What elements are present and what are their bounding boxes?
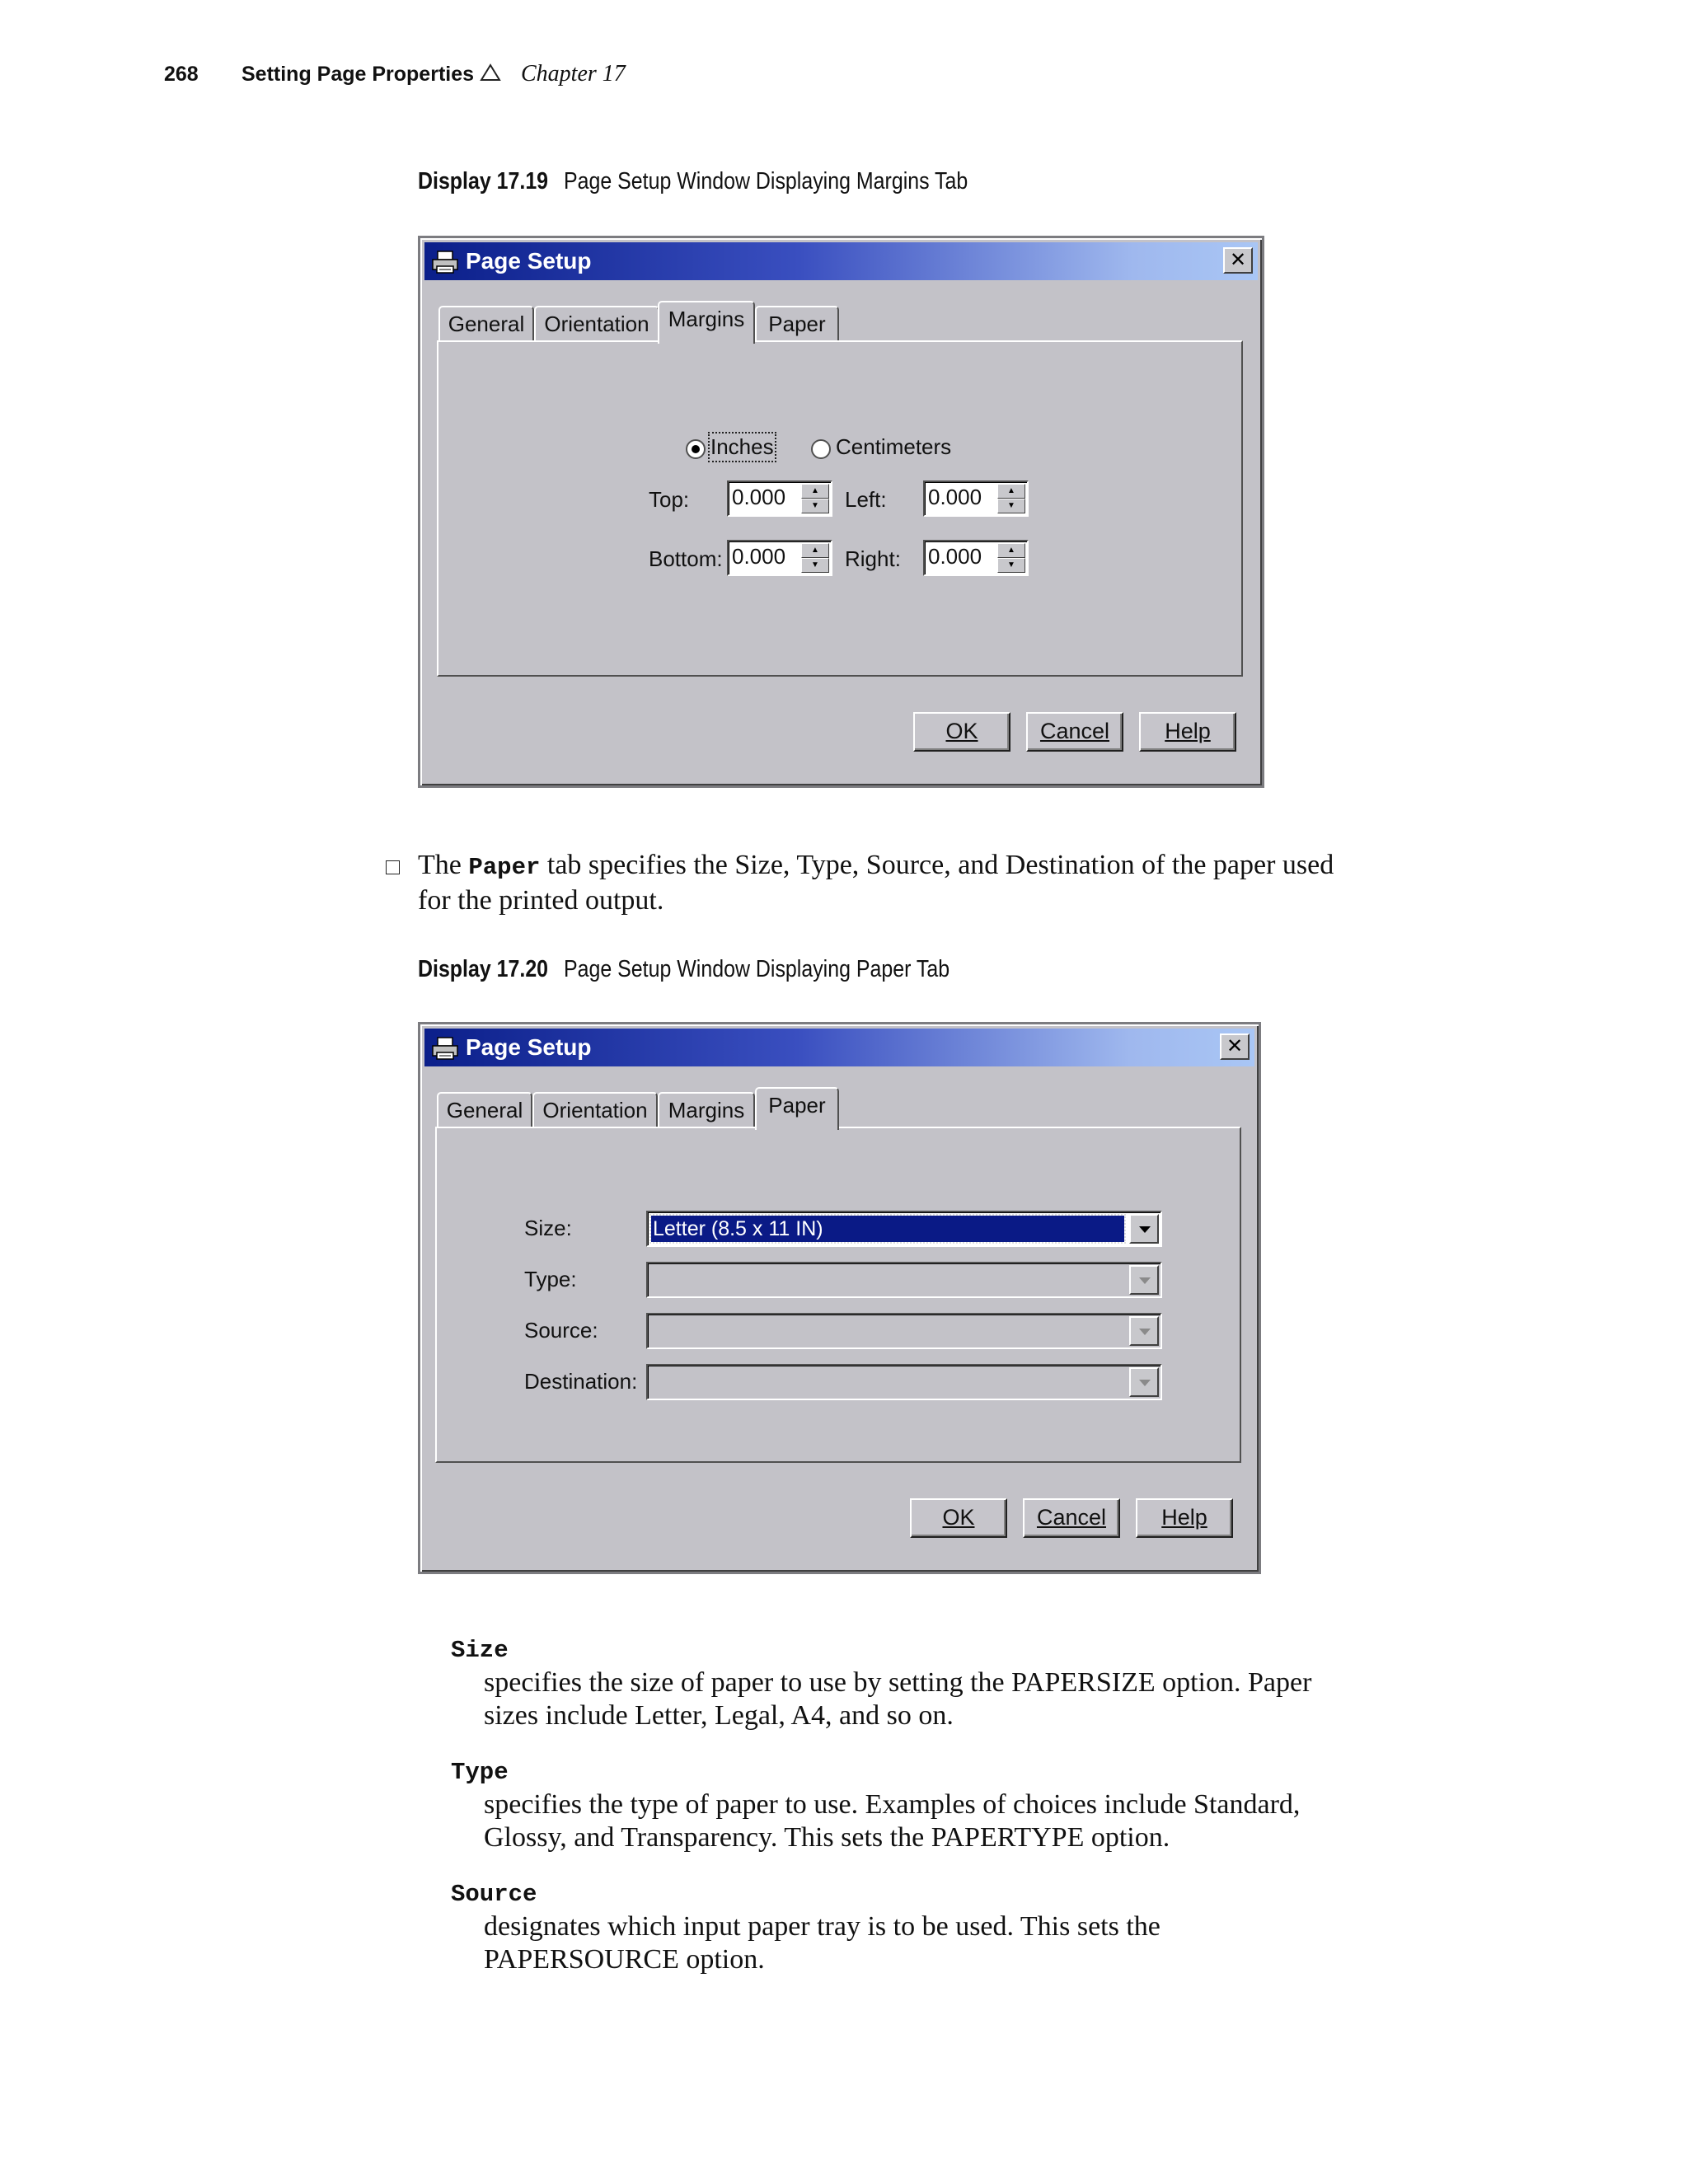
chevron-down-icon[interactable] — [1129, 1316, 1159, 1346]
printer-icon — [431, 1036, 459, 1061]
spin-up-icon[interactable]: ▲ — [997, 484, 1025, 499]
definition-line: Glossy, and Transparency. This sets the PAPERTYPE option. — [484, 1822, 1170, 1853]
cancel-button[interactable] — [1023, 1498, 1120, 1538]
chevron-down-icon[interactable] — [1129, 1367, 1159, 1397]
bullet-square-icon — [386, 860, 400, 874]
inches-label[interactable]: Inches — [710, 434, 774, 459]
ok-button-label: OK — [942, 1505, 975, 1530]
spin-down-icon[interactable]: ▼ — [997, 558, 1025, 573]
spin-down-icon[interactable]: ▼ — [801, 499, 829, 513]
left-margin-field[interactable] — [923, 480, 1029, 517]
destination-label: Destination: — [524, 1369, 638, 1394]
definition-line: designates which input paper tray is to be used. This sets the — [484, 1911, 1160, 1942]
right-margin-value: 0.000 — [928, 544, 982, 569]
definition-body — [484, 1788, 1300, 1854]
tab-paper[interactable]: Paper — [755, 306, 839, 342]
size-label: Size: — [524, 1216, 572, 1240]
definition-line: specifies the type of paper to use. Examples of choices include Standard, — [484, 1789, 1301, 1820]
definition-line: sizes include Letter, Legal, A4, and so on. — [484, 1700, 954, 1731]
definition-line: specifies the size of paper to use by setting the PAPERSIZE option. Paper — [484, 1667, 1312, 1698]
page-number: 268 — [164, 63, 199, 86]
close-button[interactable]: ✕ — [1223, 247, 1253, 274]
help-button-label: Help — [1165, 719, 1211, 743]
section-title: Setting Page Properties — [241, 63, 475, 86]
definition-body — [484, 1910, 1160, 1976]
spin-down-icon[interactable]: ▼ — [801, 558, 829, 573]
tab-general[interactable]: General — [438, 306, 534, 342]
paper-code: Paper — [468, 854, 541, 881]
paragraph-text-post: tab specifies the Size, Type, Source, and Destination of the paper used — [546, 850, 1334, 880]
right-spinner[interactable] — [997, 543, 1025, 573]
help-button-label: Help — [1161, 1505, 1207, 1530]
top-margin-field[interactable] — [727, 480, 832, 517]
chevron-down-icon[interactable] — [1129, 1265, 1159, 1295]
chapter-label: Chapter 17 — [521, 61, 626, 87]
size-selected-value: Letter (8.5 x 11 IN) — [651, 1216, 1124, 1242]
display-number: Display 17.20 — [418, 956, 549, 982]
left-spinner[interactable] — [997, 484, 1025, 513]
spin-up-icon[interactable]: ▲ — [997, 543, 1025, 558]
centimeters-radio[interactable] — [811, 439, 831, 459]
source-label: Source: — [524, 1318, 598, 1343]
type-label: Type: — [524, 1267, 577, 1291]
tab-orientation[interactable]: Orientation — [534, 306, 659, 342]
paragraph-text-pre: The — [418, 850, 462, 880]
help-button[interactable] — [1136, 1498, 1233, 1538]
chevron-down-icon[interactable] — [1129, 1214, 1159, 1244]
close-button[interactable]: ✕ — [1220, 1033, 1250, 1060]
definition-line: PAPERSOURCE option. — [484, 1944, 765, 1975]
tab-margins[interactable]: Margins — [658, 301, 755, 344]
page-setup-dialog-paper — [418, 1022, 1261, 1574]
ok-button[interactable] — [913, 712, 1010, 752]
cancel-button-label: Cancel — [1039, 719, 1110, 743]
tab-orientation[interactable]: Orientation — [532, 1092, 658, 1128]
dialog-title: Page Setup — [466, 248, 592, 274]
dialog-title: Page Setup — [466, 1034, 592, 1060]
ok-button-label: OK — [945, 719, 978, 743]
definition-term: Size — [451, 1637, 509, 1664]
title-bar[interactable] — [424, 1029, 1254, 1066]
triangle-separator-icon — [480, 63, 501, 82]
source-dropdown[interactable] — [646, 1313, 1162, 1349]
spin-up-icon[interactable]: ▲ — [801, 484, 829, 499]
left-label: Left: — [845, 487, 887, 512]
spin-up-icon[interactable]: ▲ — [801, 543, 829, 558]
destination-dropdown[interactable] — [646, 1364, 1162, 1400]
bottom-spinner[interactable] — [801, 543, 829, 573]
ok-button[interactable] — [910, 1498, 1007, 1538]
tab-margins[interactable]: Margins — [658, 1092, 755, 1128]
display-caption-text: Page Setup Window Displaying Margins Tab — [563, 168, 968, 194]
bottom-label: Bottom: — [649, 546, 723, 571]
paper-panel — [435, 1127, 1241, 1463]
inches-radio[interactable] — [686, 439, 706, 459]
left-margin-value: 0.000 — [928, 485, 982, 509]
right-margin-field[interactable] — [923, 540, 1029, 576]
tab-general[interactable]: General — [437, 1092, 532, 1128]
display-number: Display 17.19 — [418, 168, 549, 194]
page-setup-dialog-margins — [418, 236, 1264, 788]
top-spinner[interactable] — [801, 484, 829, 513]
centimeters-label[interactable]: Centimeters — [836, 434, 952, 459]
paragraph-line-2: for the printed output. — [418, 885, 664, 916]
bottom-margin-field[interactable] — [727, 540, 832, 576]
tab-paper[interactable]: Paper — [755, 1087, 839, 1130]
display-caption — [418, 956, 950, 983]
size-dropdown[interactable] — [646, 1211, 1162, 1247]
help-button[interactable] — [1139, 712, 1236, 752]
cancel-button[interactable] — [1026, 712, 1123, 752]
paper-tab-paragraph — [418, 849, 1489, 917]
printer-icon — [431, 250, 459, 274]
title-bar[interactable] — [424, 242, 1258, 280]
top-label: Top: — [649, 487, 690, 512]
definition-term: Source — [451, 1881, 537, 1908]
bottom-margin-value: 0.000 — [732, 544, 786, 569]
type-dropdown[interactable] — [646, 1262, 1162, 1298]
display-caption — [418, 168, 968, 195]
definition-body — [484, 1666, 1311, 1732]
spin-down-icon[interactable]: ▼ — [997, 499, 1025, 513]
display-caption-text: Page Setup Window Displaying Paper Tab — [563, 956, 950, 982]
cancel-button-label: Cancel — [1036, 1505, 1107, 1530]
right-label: Right: — [845, 546, 901, 571]
top-margin-value: 0.000 — [732, 485, 786, 509]
margins-panel — [437, 340, 1243, 677]
definition-term: Type — [451, 1759, 509, 1786]
